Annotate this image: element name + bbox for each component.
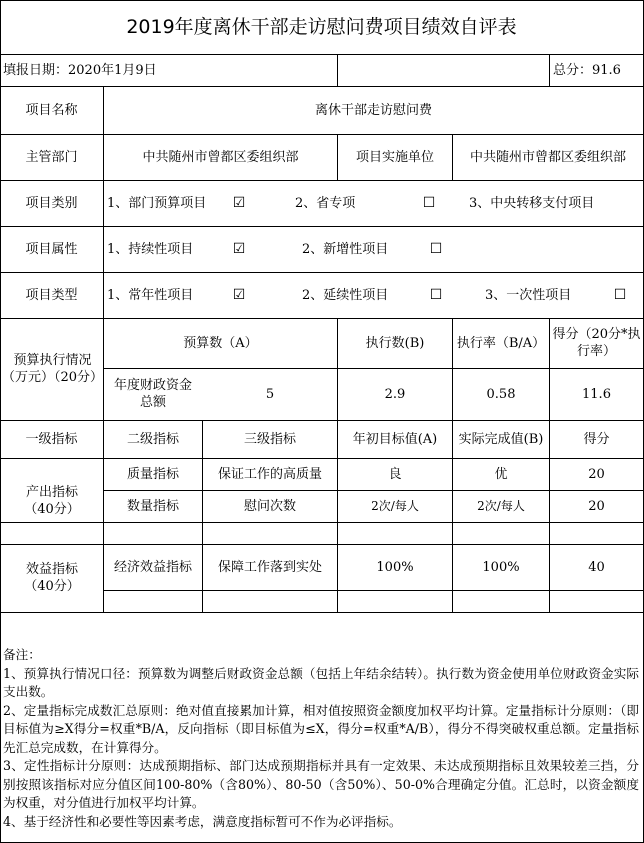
table-row-actual: 优 xyxy=(494,466,508,482)
budget-value: 5 xyxy=(265,386,275,402)
table-row-third: 保障工作落到实处 xyxy=(217,559,322,575)
table-row-actual: 100% xyxy=(482,559,520,575)
checkbox-unchecked-icon[interactable]: ☐ xyxy=(429,240,443,257)
table-row-target: 100% xyxy=(376,559,414,575)
budget-score-value: 11.6 xyxy=(582,386,611,402)
category-option-2: 2、省专项 xyxy=(295,195,356,211)
table-row-third: 保证工作的高质量 xyxy=(217,466,322,482)
table-row-second: 数量指标 xyxy=(126,498,179,514)
category-option-1: 1、部门预算项目 xyxy=(107,195,207,211)
grid-line xyxy=(0,522,643,523)
note-line: 1、预算执行情况口径：预算数为调整后财政资金总额（包括上年结余结转）。执行数为资金使用单位财政资金实际支出数。 xyxy=(3,665,639,699)
grid-line xyxy=(337,54,338,86)
target-header: 年初目标值(A) xyxy=(352,431,438,447)
budget-header: 预算数（A） xyxy=(183,335,258,351)
budget-label: 预算执行情况（万元）（20分） xyxy=(2,353,104,385)
checkbox-unchecked-icon[interactable]: ☐ xyxy=(429,286,443,303)
note-line: 4、基于经济性和必要性等因素考虑，满意度指标暂可不作为必评指标。 xyxy=(3,813,402,829)
exec-header: 执行数(B) xyxy=(365,335,425,351)
impl-unit-value: 中共随州市曾都区委组织部 xyxy=(469,149,626,165)
output-indicator-label: 产出指标（40分） xyxy=(24,485,80,517)
type-option-3: 3、一次性项目 xyxy=(485,287,572,303)
table-row-target: 2次/每人 xyxy=(371,498,419,513)
checkbox-unchecked-icon[interactable]: ☐ xyxy=(613,286,627,303)
dept-label: 主管部门 xyxy=(25,149,78,165)
type-option-1: 1、常年性项目 xyxy=(107,287,194,303)
level2-header: 二级指标 xyxy=(126,431,179,447)
impl-unit-label: 项目实施单位 xyxy=(355,149,434,165)
type-label: 项目类型 xyxy=(25,287,78,303)
rate-header: 执行率（B/A） xyxy=(456,335,546,351)
report-date: 填报日期：2020年1月9日 xyxy=(3,62,157,78)
note-line: 3、定性指标计分原则：达成预期指标、部门达成预期指标并具有一定效果、未达成预期指标且效果较差三挡，分别按照该指标对应分值区间100-80%（含80%）、80-50（含50%）、50-0%合理确定分值。汇总时，以资金额度为权重，对分值进行加权平均计算。 xyxy=(3,758,639,810)
table-row-score: 40 xyxy=(588,559,605,575)
table-row-second: 经济效益指标 xyxy=(113,559,192,575)
level1-header: 一级指标 xyxy=(25,431,78,447)
attribute-option-2: 2、新增性项目 xyxy=(302,241,389,257)
dept-value: 中共随州市曾都区委组织部 xyxy=(142,149,299,165)
table-row-actual: 2次/每人 xyxy=(477,498,525,513)
actual-header: 实际完成值(B) xyxy=(458,431,544,447)
notes-section xyxy=(3,646,639,831)
notes-title: 备注： xyxy=(3,647,41,662)
attribute-option-1: 1、持续性项目 xyxy=(107,241,194,257)
table-row-target: 良 xyxy=(388,466,402,482)
category-label: 项目类别 xyxy=(25,195,78,211)
note-line: 2、定量指标完成数汇总原则：绝对值直接累加计算，相对值按照资金额度加权平均计算。定量指标计分原则：（即目标值为≥X得分=权重*B/A，反向指标（即目标值为≤X，得分=权重*A/B），得分不得突破权重总额。定量指标先汇总完成数，在计算得分。 xyxy=(3,702,639,755)
table-row-second: 质量指标 xyxy=(126,466,179,482)
checkbox-checked-icon[interactable]: ☑ xyxy=(232,240,246,257)
fund-total-label: 年度财政资金总额 xyxy=(113,378,192,410)
table-row-third: 慰问次数 xyxy=(243,498,296,514)
checkbox-unchecked-icon[interactable]: ☐ xyxy=(422,194,436,211)
category-option-3: 3、中央转移支付项目 xyxy=(469,195,595,211)
grid-line xyxy=(0,612,643,613)
score-header: 得分（20分*执行率） xyxy=(552,327,641,359)
indicator-score-header: 得分 xyxy=(583,431,610,447)
type-option-2: 2、延续性项目 xyxy=(302,287,389,303)
table-row-score: 20 xyxy=(588,466,605,482)
checkbox-checked-icon[interactable]: ☑ xyxy=(232,194,246,211)
page-title: 2019年度离休干部走访慰问费项目绩效自评表 xyxy=(126,15,517,38)
grid-line xyxy=(103,590,643,591)
checkbox-checked-icon[interactable]: ☑ xyxy=(232,286,246,303)
exec-value: 2.9 xyxy=(384,386,406,402)
table-row-score: 20 xyxy=(588,498,605,514)
total-score: 总分：91.6 xyxy=(553,62,621,78)
project-name-label: 项目名称 xyxy=(25,102,78,118)
level3-header: 三级指标 xyxy=(243,431,296,447)
project-name-value: 离休干部走访慰问费 xyxy=(314,102,432,118)
attribute-label: 项目属性 xyxy=(25,241,78,257)
rate-value: 0.58 xyxy=(486,386,516,402)
benefit-indicator-label: 效益指标（40分） xyxy=(24,562,80,594)
